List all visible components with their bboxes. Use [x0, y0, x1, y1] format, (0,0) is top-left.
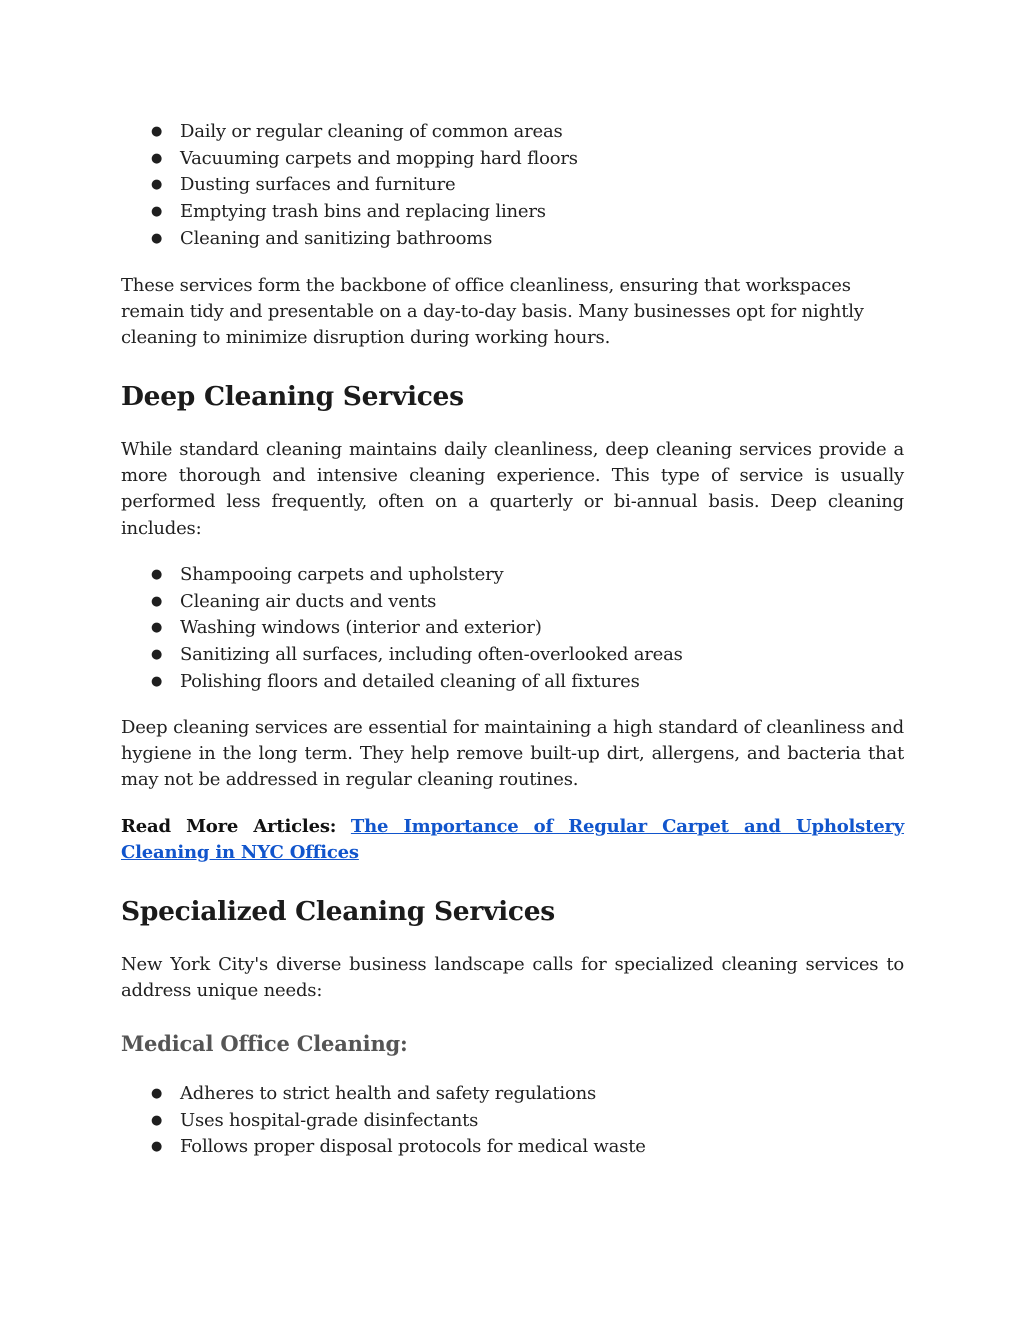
- list-item: ● Uses hospital-grade disinfectants: [121, 1108, 904, 1135]
- list-item: ● Polishing floors and detailed cleaning of all fixtures: [121, 669, 904, 696]
- list-item: ● Washing windows (interior and exterior): [121, 615, 904, 642]
- list-item: ● Adheres to strict health and safety regulations: [121, 1081, 904, 1108]
- list-item: ● Daily or regular cleaning of common areas: [121, 119, 904, 146]
- list-item: ● Vacuuming carpets and mopping hard floors: [121, 146, 904, 173]
- regular-cleaning-list: [121, 119, 904, 253]
- list-item: ● Sanitizing all surfaces, including often-overlooked areas: [121, 642, 904, 669]
- deep-cleaning-list: [121, 562, 904, 696]
- list-item: ● Dusting surfaces and furniture: [121, 172, 904, 199]
- list-item: ● Cleaning air ducts and vents: [121, 589, 904, 616]
- specialized-cleaning-heading: Specialized Cleaning Services: [121, 896, 555, 927]
- read-more-line: [121, 814, 904, 866]
- list-item: ● Follows proper disposal protocols for medical waste: [121, 1134, 904, 1161]
- deep-cleaning-heading: Deep Cleaning Services: [121, 381, 464, 412]
- list-item: ● Cleaning and sanitizing bathrooms: [121, 226, 904, 253]
- deep-cleaning-paragraph: While standard cleaning maintains daily cleanliness, deep cleaning services provide a more thorough and intensive cleaning experience. This type of service is usually performed less frequently, often on a quarterly or bi-annual basis. Deep cleaning includes:: [121, 439, 904, 539]
- specialized-paragraph: New York City's diverse business landscape calls for specialized cleaning services to address unique needs:: [121, 954, 904, 1002]
- read-more-article-link[interactable]: The Importance of Regular Carpet and Upholstery Cleaning in NYC Offices: [121, 816, 905, 864]
- backbone-paragraph: These services form the backbone of office cleanliness, ensuring that workspaces remain tidy and presentable on a day-to-day basis. Many businesses opt for nightly cleaning to minimize disruption during working hours.: [121, 275, 864, 349]
- medical-cleaning-list: [121, 1081, 904, 1161]
- read-more-label: Read More Articles:: [121, 816, 337, 837]
- list-item: ● Emptying trash bins and replacing liners: [121, 199, 904, 226]
- list-item: ● Shampooing carpets and upholstery: [121, 562, 904, 589]
- medical-office-subheading: Medical Office Cleaning:: [121, 1031, 408, 1056]
- deep-essential-paragraph: Deep cleaning services are essential for maintaining a high standard of cleanliness and hygiene in the long term. They help remove built-up dirt, allergens, and bacteria that may not be addressed in regular cleaning routines.: [121, 717, 904, 791]
